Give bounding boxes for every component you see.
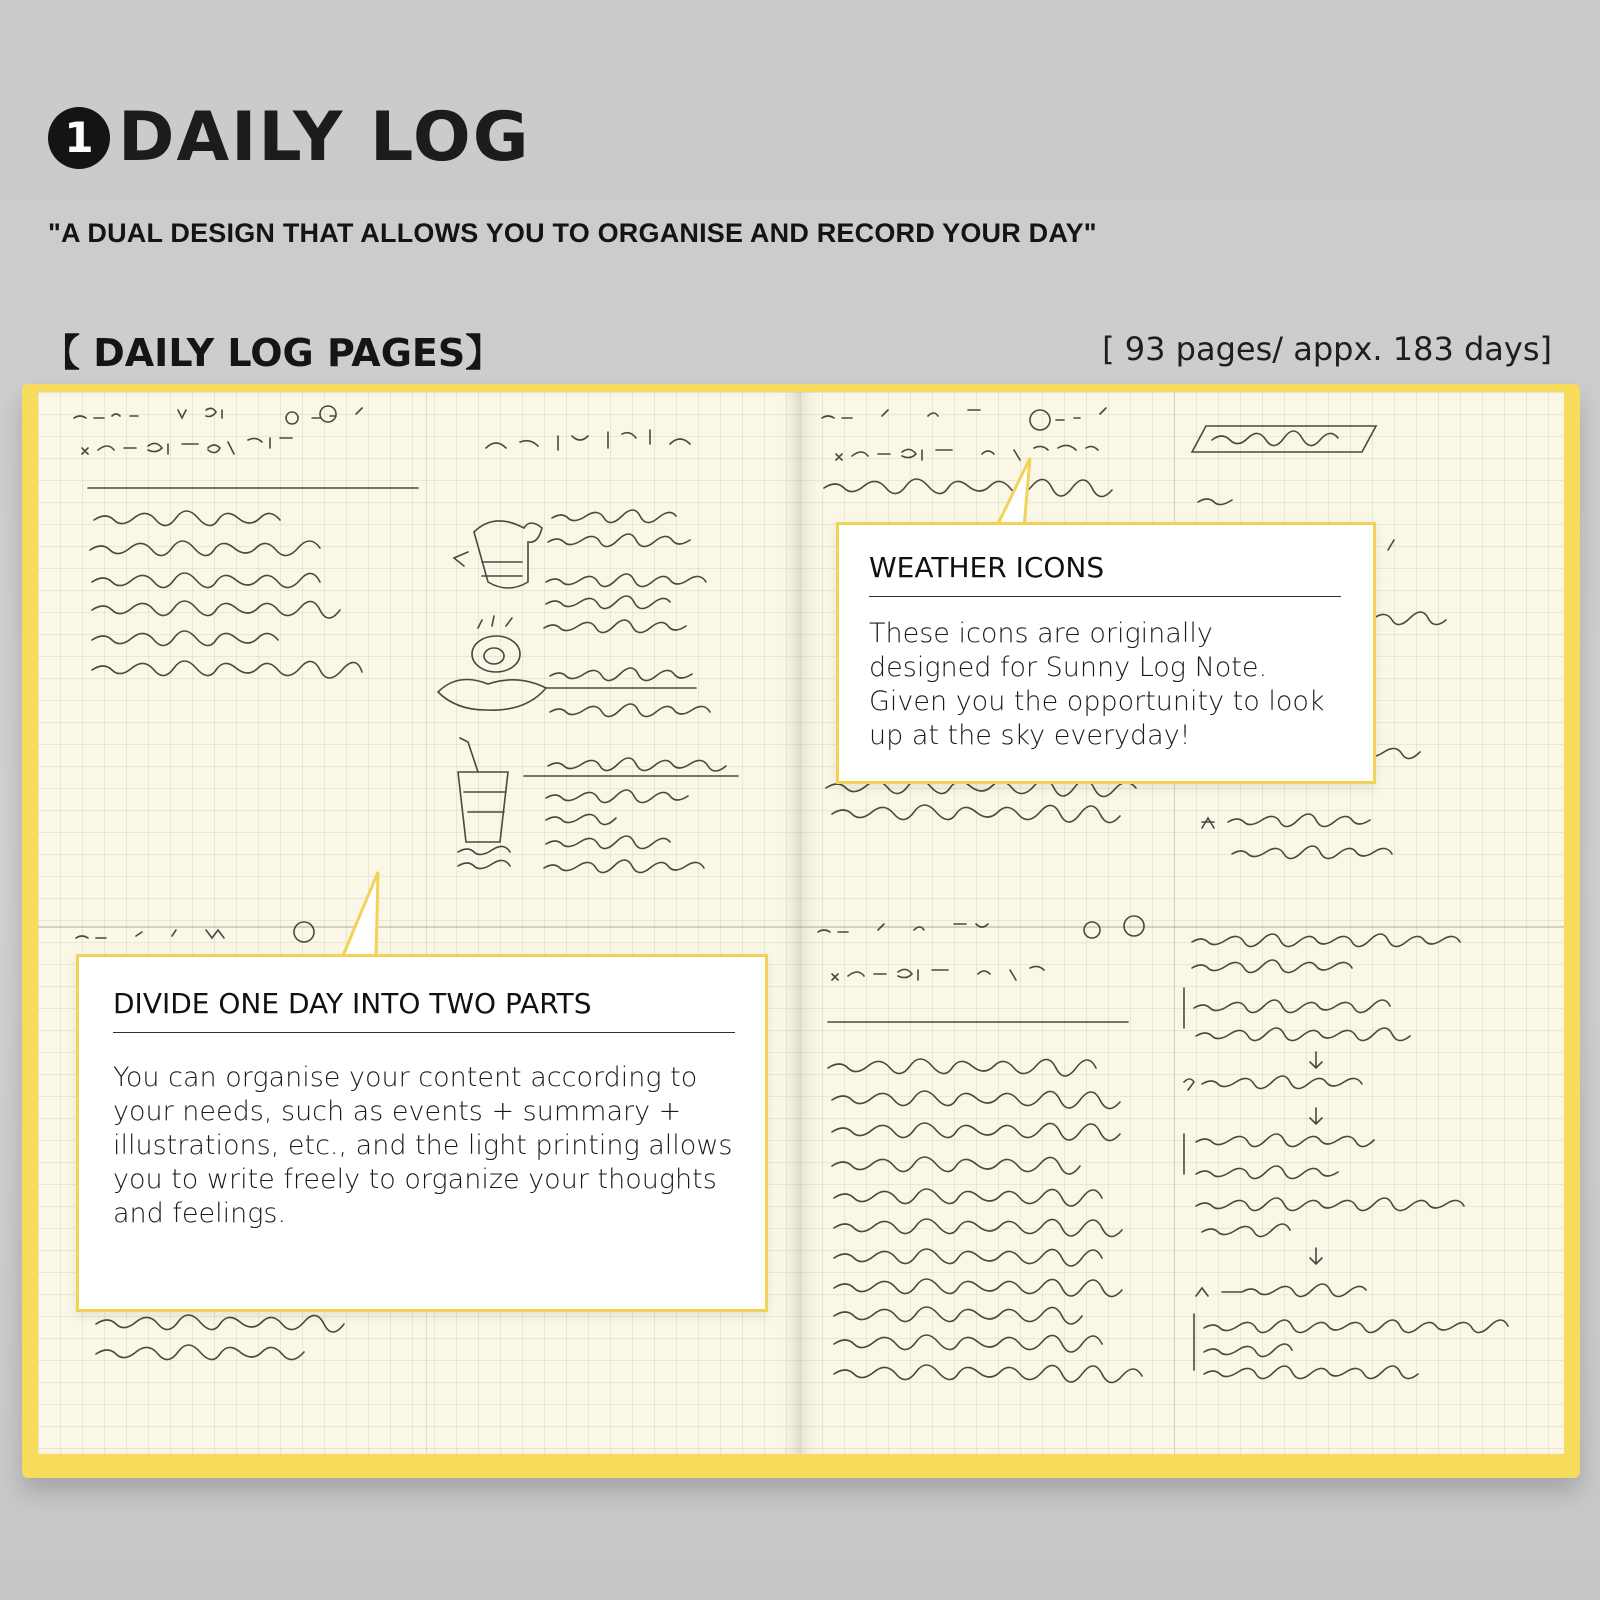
divide-callout-title: DIVIDE ONE DAY INTO TWO PARTS [113,987,735,1033]
weather-callout-pointer [996,458,1030,528]
tagline: "A DUAL DESIGN THAT ALLOWS YOU TO ORGANISE AND RECORD YOUR DAY" [48,218,1097,248]
section-number-badge: 1 [48,107,110,169]
weather-callout-body: These icons are originally designed for Sunny Log Note. Given you the opportunity to look up at the sky everyday! [869,618,1325,751]
divide-callout-pointer [342,872,378,958]
divide-callout-body: You can organise your content according to your needs, such as events + summary + illustrations, etc., and the light printing allows you to write freely to organize your thoughts and feelings. [113,1062,733,1229]
page-count-label: [ 93 pages/ appx. 183 days] [1102,330,1552,368]
section-title: 【 DAILY LOG PAGES】 [42,331,504,375]
weather-callout-title: WEATHER ICONS [869,551,1341,597]
weather-icons-callout [836,522,1376,784]
page-title: DAILY LOG [118,98,531,177]
divide-day-callout [76,954,768,1312]
